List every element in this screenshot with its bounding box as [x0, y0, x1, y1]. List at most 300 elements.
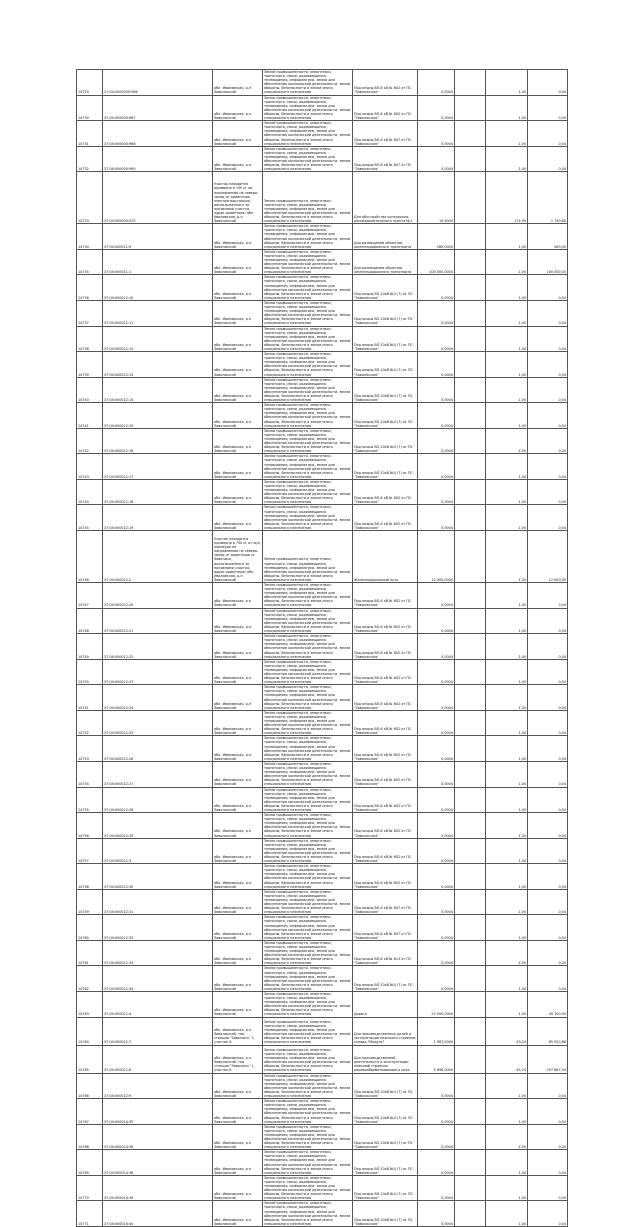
cadastral-number-cell: 37:04:000000:970	[103, 172, 213, 224]
row-number-cell: 14752	[77, 710, 103, 736]
spacer-cell	[455, 377, 486, 403]
spacer-cell	[455, 454, 486, 480]
row-number-cell: 14756	[77, 813, 103, 839]
permitted-use-cell: Под опоры ВЛ-6 кВ № 602 от ПС "Заволжская"	[353, 608, 418, 634]
unit-price-cell: 1,00	[486, 403, 528, 429]
table-row	[77, 428, 568, 454]
land-category-cell: Земли промышленности, энергетики, транспорта, связи, радиовещания, телевидения, информатики, земли для обеспечения космической деятельности, земли обороны, безопасности и земли иного специального назначения	[263, 377, 353, 403]
cadastral-number-cell: 37:04:000012:34	[103, 966, 213, 992]
row-number-cell: 14757	[77, 838, 103, 864]
unit-price-cell: 1,00	[486, 608, 528, 634]
unit-price-cell: 1,00	[486, 275, 528, 301]
address-cell: обл. Ивановская, р-н Заволжский	[213, 915, 263, 941]
row-number-cell: 14761	[77, 940, 103, 966]
row-number-cell: 14746	[77, 531, 103, 583]
cadastral-number-cell: 37:04:000012:7	[103, 1017, 213, 1045]
address-cell: обл. Ивановская, р-н Заволжский	[213, 710, 263, 736]
spacer-cell	[455, 275, 486, 301]
area-cell: 0,0004	[418, 838, 455, 864]
unit-price-cell: 1,00	[486, 300, 528, 326]
table-row	[77, 70, 568, 96]
cadastral-value-cell: 0,04	[528, 121, 568, 147]
land-category-cell: Земли промышленности, энергетики, транспорта, связи, радиовещания, телевидения, информатики, земли для обеспечения космической деятельности, земли обороны, безопасности и земли иного специального назначения	[263, 352, 353, 378]
permitted-use-cell: Под опоры ВЛ-10кВ №4 (7) от ПС "Заволжская"	[353, 1099, 418, 1125]
cadastral-value-cell: 0,04	[528, 940, 568, 966]
area-cell: 0,0004	[418, 710, 455, 736]
unit-price-cell: 1,00	[486, 710, 528, 736]
row-number-cell: 14731	[77, 121, 103, 147]
land-category-cell: Земли промышленности, энергетики, транспорта, связи, радиовещания, телевидения, информатики, земли для обеспечения космической деятельности, земли обороны, безопасности и земли иного специального назначения	[263, 454, 353, 480]
row-number-cell: 14732	[77, 146, 103, 172]
unit-price-cell: 1,00	[486, 1175, 528, 1201]
row-number-cell: 14759	[77, 889, 103, 915]
cadastral-value-cell: 0,04	[528, 95, 568, 121]
table-row	[77, 224, 568, 250]
permitted-use-cell: Под опоры ВЛ-10кВ №4 (7) от ПС "Заволжская"	[353, 1124, 418, 1150]
spacer-cell	[455, 1017, 486, 1045]
permitted-use-cell: Под опоры ВЛ-10кВ №4 (7) от ПС "Заволжская"	[353, 352, 418, 378]
unit-price-cell: 1,00	[486, 889, 528, 915]
permitted-use-cell: Для размещения объектов железнодорожного транспорта	[353, 224, 418, 250]
spacer-cell	[455, 1045, 486, 1073]
unit-price-cell: 1,00	[486, 761, 528, 787]
row-number-cell: 14768	[77, 1124, 103, 1150]
row-number-cell: 14769	[77, 1150, 103, 1176]
spacer-cell	[455, 659, 486, 685]
cadastral-value-cell: 257 687,04	[528, 1045, 568, 1073]
table-row	[77, 479, 568, 505]
cadastral-number-cell: 37:04:000014:36	[103, 1124, 213, 1150]
table-row	[77, 659, 568, 685]
spacer-cell	[455, 505, 486, 531]
address-cell: обл. Ивановская, р-н Заволжский	[213, 428, 263, 454]
unit-price-cell: 1,00	[486, 505, 528, 531]
cadastral-value-cell: 0,04	[528, 479, 568, 505]
cadastral-number-cell: 37:04:000012:24	[103, 685, 213, 711]
address-cell: обл. Ивановская, р-н Заволжский	[213, 352, 263, 378]
cadastral-number-cell: 37:04:000012:9	[103, 1073, 213, 1099]
address-cell: обл. Ивановская, р-н Заволжский	[213, 300, 263, 326]
area-cell: 0,0004	[418, 864, 455, 890]
unit-price-cell: 1,00	[486, 1099, 528, 1125]
table-row	[77, 172, 568, 224]
land-category-cell: Земли промышленности, энергетики, транспорта, связи, радиовещания, телевидения, информатики, земли для обеспечения космической деятельности, земли обороны, безопасности и земли иного специального назначения	[263, 659, 353, 685]
area-cell: 0,0004	[418, 146, 455, 172]
permitted-use-cell: Под опоры ВЛ-6 кВ № 607 от ПС "Заволжская"	[353, 146, 418, 172]
unit-price-cell: 1,00	[486, 685, 528, 711]
permitted-use-cell: Под опоры ВЛ-6 кВ № 602 от ПС "Заволжская"	[353, 95, 418, 121]
area-cell: 0,0004	[418, 275, 455, 301]
cadastral-number-cell: 37:04:000014:39	[103, 1175, 213, 1201]
permitted-use-cell: Под опоры ВЛ-10кВ №4 (7) от ПС "Заволжская"	[353, 966, 418, 992]
cadastral-value-cell: 0,04	[528, 146, 568, 172]
land-category-cell: Земли промышленности, энергетики, транспорта, связи, радиовещания, телевидения, информатики, земли для обеспечения космической деятельности, земли обороны, безопасности и земли иного специального назначения	[263, 505, 353, 531]
area-cell: 0,0004	[418, 326, 455, 352]
table-row	[77, 1017, 568, 1045]
permitted-use-cell: Под опоры ВЛ-10кВ №4 (7) от ПС "Заволжская"	[353, 1150, 418, 1176]
table-row	[77, 761, 568, 787]
cadastral-value-cell: 0,04	[528, 1073, 568, 1099]
permitted-use-cell: Под опоры ВЛ-10кВ №3 (7) от ПС "Заволжская"	[353, 275, 418, 301]
row-number-cell: 14755	[77, 787, 103, 813]
unit-price-cell: 1,00	[486, 1150, 528, 1176]
area-cell: 0,0004	[418, 300, 455, 326]
spacer-cell	[455, 966, 486, 992]
land-category-cell: Земли промышленности, энергетики, транспорта, связи, радиовещания, телевидения, информатики, земли для обеспечения космической деятельности, земли обороны, безопасности и земли иного специального назначения	[263, 940, 353, 966]
table-row	[77, 813, 568, 839]
land-category-cell: Земли промышленности, энергетики, транспорта, связи, радиовещания, телевидения, информатики, земли для обеспечения космической деятельности, земли обороны, безопасности и земли иного специального назначения	[263, 146, 353, 172]
permitted-use-cell: Под опоры ВЛ-10кВ №4 (7) от ПС "Заволжская"	[353, 1175, 418, 1201]
table-row	[77, 1045, 568, 1073]
cadastral-value-cell: 0,04	[528, 710, 568, 736]
unit-price-cell: 1,00	[486, 787, 528, 813]
unit-price-cell: 1,00	[486, 634, 528, 660]
land-category-cell: Земли промышленности, энергетики, транспорта, связи, радиовещания, телевидения, информатики, земли для обеспечения космической деятельности, земли обороны, безопасности и земли иного специального назначения	[263, 95, 353, 121]
address-cell: обл. Ивановская, р-н Заволжский	[213, 95, 263, 121]
area-cell: 0,0004	[418, 454, 455, 480]
permitted-use-cell: Под опоры ВЛ-6 кВ № 602 от ПС "Заволжская"	[353, 685, 418, 711]
spacer-cell	[455, 787, 486, 813]
table-row	[77, 992, 568, 1018]
cadastral-number-cell: 37:04:000012:10	[103, 275, 213, 301]
table-row	[77, 326, 568, 352]
row-number-cell: 14749	[77, 634, 103, 660]
spacer-cell	[455, 761, 486, 787]
table-row	[77, 95, 568, 121]
table-row	[77, 1175, 568, 1201]
land-category-cell: Земли промышленности, энергетики, транспорта, связи, радиовещания, телевидения, информатики, земли для обеспечения космической деятельности, земли обороны, безопасности и земли иного специального назначения	[263, 966, 353, 992]
permitted-use-cell: Под опоры ВЛ-10кВ №4 (7) от ПС "Заволжская"	[353, 377, 418, 403]
address-cell: Участок находится примерно в 150 м. по направлению на северо-запад от ориентира электроподстанция, расположенного за пределами участка, адрес ориентира: обл. Ивановская, р-н Заволжский	[213, 172, 263, 224]
cadastral-value-cell: 0,04	[528, 300, 568, 326]
unit-price-cell: 43,24	[486, 1017, 528, 1045]
cadastral-value-cell: 0,04	[528, 864, 568, 890]
land-category-cell: Земли промышленности, энергетики, транспорта, связи, радиовещания, телевидения, информатики, земли для обеспечения космической деятельности, земли обороны, безопасности и земли иного специального назначения	[263, 813, 353, 839]
land-category-cell: Земли промышленности, энергетики, транспорта, связи, радиовещания, телевидения, информатики, земли для обеспечения космической деятельности, земли обороны, безопасности и земли иного специального назначения	[263, 889, 353, 915]
unit-price-cell: 1,00	[486, 479, 528, 505]
cadastral-number-cell: 37:04:000012:33	[103, 940, 213, 966]
address-cell: обл. Ивановская, р-н Заволжский	[213, 889, 263, 915]
table-row	[77, 583, 568, 609]
permitted-use-cell: Под опоры ВЛ-6 кВ № 602 от ПС "Заволжская"	[353, 864, 418, 890]
row-number-cell: 14754	[77, 761, 103, 787]
land-category-cell: Земли промышленности, энергетики, транспорта, связи, радиовещания, телевидения, информатики, земли для обеспечения космической деятельности, земли обороны, безопасности и земли иного специального назначения	[263, 761, 353, 787]
address-cell: обл. Ивановская, р-н Заволжский	[213, 249, 263, 275]
area-cell: 0,0004	[418, 1201, 455, 1227]
cadastral-value-cell: 0,04	[528, 70, 568, 96]
area-cell: 100 000,0000	[418, 249, 455, 275]
table-row	[77, 915, 568, 941]
unit-price-cell: 1,00	[486, 1073, 528, 1099]
table-row	[77, 505, 568, 531]
cadastral-number-cell: 37:04:000012:12	[103, 326, 213, 352]
table-row	[77, 531, 568, 583]
unit-price-cell: 1,00	[486, 1124, 528, 1150]
land-category-cell: Земли промышленности, энергетики, транспорта, связи, радиовещания, телевидения, информатики, земли для обеспечения космической деятельности, земли обороны, безопасности и земли иного специального назначения	[263, 403, 353, 429]
permitted-use-cell: Под опоры ВЛ-10кВ №4 (7) от ПС "Заволжская"	[353, 403, 418, 429]
table-row	[77, 352, 568, 378]
address-cell: обл. Ивановская, р-н Заволжский	[213, 70, 263, 96]
cadastral-number-cell: 37:04:000012:8	[103, 1045, 213, 1073]
land-category-cell: Земли промышленности, энергетики, транспорта, связи, радиовещания, телевидения, информатики, земли для обеспечения космической деятельности, земли обороны, безопасности и земли иного специального назначения	[263, 1150, 353, 1176]
permitted-use-cell: Для производственной деятельности и эксплуатации нежилой строения деревообрабатывающего цеха	[353, 1045, 418, 1073]
cadastral-number-cell: 37:04:000012:3	[103, 838, 213, 864]
row-number-cell: 14765	[77, 1045, 103, 1073]
cadastral-value-cell: 0,04	[528, 403, 568, 429]
address-cell: обл. Ивановская, р-н Заволжский	[213, 1201, 263, 1227]
address-cell: обл. Ивановская, р-н Заволжский	[213, 1175, 263, 1201]
cadastral-number-cell: 27:04:0000000:966	[103, 70, 213, 96]
address-cell: обл. Ивановская, р-н Заволжский	[213, 864, 263, 890]
address-cell: обл. Ивановская, р-н Заволжский	[213, 992, 263, 1018]
cadastral-value-cell: 0,04	[528, 1150, 568, 1176]
cadastral-number-cell: 37:04:000011:9	[103, 224, 213, 250]
cadastral-value-cell: 0,04	[528, 966, 568, 992]
permitted-use-cell: Железнодорожный путь	[353, 531, 418, 583]
spacer-cell	[455, 1124, 486, 1150]
row-number-cell: 14734	[77, 224, 103, 250]
cadastral-number-cell: 37:04:000012:16	[103, 428, 213, 454]
cadastral-value-cell: 0,04	[528, 377, 568, 403]
cadastral-number-cell: 37:04:000000:968	[103, 121, 213, 147]
area-cell: 0,0004	[418, 95, 455, 121]
cadastral-number-cell: 37:04:000012:22	[103, 634, 213, 660]
permitted-use-cell: Под опоры ВЛ-6 кВ № 602 от ПС "Заволжская"	[353, 813, 418, 839]
spacer-cell	[455, 608, 486, 634]
row-number-cell: 14764	[77, 1017, 103, 1045]
spacer-cell	[455, 531, 486, 583]
unit-price-cell: 174,99	[486, 172, 528, 224]
address-cell: обл. Ивановская, р-н Заволжский	[213, 813, 263, 839]
table-row	[77, 1124, 568, 1150]
unit-price-cell: 1,00	[486, 249, 528, 275]
spacer-cell	[455, 1175, 486, 1201]
area-cell: 1 987,0000	[418, 1017, 455, 1045]
area-cell: 5 696,0000	[418, 1045, 455, 1073]
permitted-use-cell: Под опоры ВЛ-6 кВ № 602 от ПС "Заволжская"	[353, 479, 418, 505]
row-number-cell: 14742	[77, 428, 103, 454]
permitted-use-cell: Под опоры ВЛ-6 кВ № 602 от ПС "Заволжская"	[353, 505, 418, 531]
address-cell: обл. Ивановская, р-н Заволжский	[213, 966, 263, 992]
land-category-cell: Земли промышленности, энергетики, транспорта, связи, радиовещания, телевидения, информатики, земли для обеспечения космической деятельности, земли обороны, безопасности и земли иного специального назначения	[263, 428, 353, 454]
address-cell: Участок находится примерно в 750 м. от ж/д переезда по направлению на северо-запад от ориентира ст. Заволжск, расположенного за пределами участка, адрес ориентира: обл. Ивановская, р-н Заволжский	[213, 531, 263, 583]
address-cell: обл. Ивановская, р-н Заволжский	[213, 479, 263, 505]
spacer-cell	[455, 172, 486, 224]
cadastral-number-cell: 37:04:000012:30	[103, 864, 213, 890]
table-row	[77, 275, 568, 301]
row-number-cell: 14729	[77, 70, 103, 96]
area-cell: 0,0004	[418, 940, 455, 966]
area-cell: 0,0004	[418, 505, 455, 531]
unit-price-cell: 1,00	[486, 95, 528, 121]
address-cell: обл. Ивановская, р-н Заволжский	[213, 121, 263, 147]
address-cell: обл. Ивановская, р-н Заволжский	[213, 1099, 263, 1125]
cadastral-value-cell: 0,04	[528, 454, 568, 480]
spacer-cell	[455, 326, 486, 352]
address-cell: обл. Ивановская, р-н Заволжский	[213, 787, 263, 813]
address-cell: обл. Ивановская, р-н Заволжский	[213, 761, 263, 787]
cadastral-number-cell: 37:04:000012:28	[103, 787, 213, 813]
unit-price-cell: 1,00	[486, 1201, 528, 1227]
land-category-cell: Земли промышленности, энергетики, транспорта, связи, радиовещания, телевидения, информатики, земли для обеспечения космической деятельности, земли обороны, безопасности и земли иного специального назначения	[263, 915, 353, 941]
spacer-cell	[455, 300, 486, 326]
table-row	[77, 787, 568, 813]
spacer-cell	[455, 889, 486, 915]
permitted-use-cell: Под опоры ВЛ-6 кВ № 602 от ПС "Заволжская"	[353, 659, 418, 685]
cadastral-number-cell: 37:04:000012:14	[103, 377, 213, 403]
area-cell: 0,0004	[418, 583, 455, 609]
unit-price-cell: 1,00	[486, 813, 528, 839]
land-category-cell: Земли промышленности, энергетики, транспорта, связи, радиовещания, телевидения, информатики, земли для обеспечения космической деятельности, земли обороны, безопасности и земли иного специального назначения	[263, 224, 353, 250]
row-number-cell: 14767	[77, 1099, 103, 1125]
table-row	[77, 1150, 568, 1176]
row-number-cell: 14758	[77, 864, 103, 890]
spacer-cell	[455, 146, 486, 172]
cadastral-number-cell: 37:04:000012:19	[103, 505, 213, 531]
spacer-cell	[455, 428, 486, 454]
cadastral-number-cell: 37:04:000012:17	[103, 454, 213, 480]
unit-price-cell: 1,00	[486, 146, 528, 172]
cadastral-value-cell: 0,04	[528, 275, 568, 301]
area-cell: 10,9000	[418, 172, 455, 224]
cadastral-number-cell: 37:04:000011:1	[103, 249, 213, 275]
area-cell: 0,0004	[418, 608, 455, 634]
table-row	[77, 634, 568, 660]
unit-price-cell: 1,00	[486, 352, 528, 378]
permitted-use-cell: Под опоры ВЛ-10кВ №4 (7) от ПС "Заволжская"	[353, 1201, 418, 1227]
cadastral-value-cell: 0,04	[528, 838, 568, 864]
row-number-cell: 14745	[77, 505, 103, 531]
table-row	[77, 864, 568, 890]
spacer-cell	[455, 813, 486, 839]
land-category-cell: Земли промышленности, энергетики, транспорта, связи, радиовещания, телевидения, информатики, земли для обеспечения космической деятельности, земли обороны, безопасности и земли иного специального назначения	[263, 326, 353, 352]
address-cell: обл. Ивановская, р-н Заволжский	[213, 1073, 263, 1099]
unit-price-cell: 1,00	[486, 659, 528, 685]
row-number-cell: 14766	[77, 1073, 103, 1099]
permitted-use-cell: Под опоры ВЛ-10кВ №4 (7) от ПС "Заволжская"	[353, 454, 418, 480]
address-cell: обл. Ивановская, р-н Заволжский	[213, 403, 263, 429]
spacer-cell	[455, 121, 486, 147]
table-row	[77, 1099, 568, 1125]
land-category-cell: Земли промышленности, энергетики, транспорта, связи, радиовещания, телевидения, информатики, земли для обеспечения космической деятельности, земли обороны, безопасности и земли иного специального назначения	[263, 1201, 353, 1227]
cadastral-value-cell: 1 749,80	[528, 172, 568, 224]
spacer-cell	[455, 224, 486, 250]
cadastral-number-cell: 37:04:000012:23	[103, 659, 213, 685]
address-cell: обл. Ивановская, р-н Заволжский	[213, 659, 263, 685]
spacer-cell	[455, 864, 486, 890]
address-cell: обл. Ивановская, р-н Заволжский	[213, 940, 263, 966]
land-category-cell: Земли промышленности, энергетики, транспорта, связи, радиовещания, телевидения, информатики, земли для обеспечения космической деятельности, земли обороны, безопасности и земли иного специального назначения	[263, 864, 353, 890]
table-row	[77, 377, 568, 403]
land-category-cell: Земли промышленности, энергетики, транспорта, связи, радиовещания, телевидения, информатики, земли для обеспечения космической деятельности, земли обороны, безопасности и земли иного специального назначения	[263, 1099, 353, 1125]
unit-price-cell: 1,00	[486, 326, 528, 352]
address-cell: обл. Ивановская, р-н Заволжский	[213, 1124, 263, 1150]
unit-price-cell: 1,00	[486, 531, 528, 583]
area-cell: 0,0004	[418, 403, 455, 429]
area-cell: 0,0004	[418, 915, 455, 941]
spacer-cell	[455, 736, 486, 762]
spacer-cell	[455, 1073, 486, 1099]
address-cell: обл. Ивановская, р-н Заволжский	[213, 146, 263, 172]
table-row	[77, 146, 568, 172]
cadastral-value-cell: 0,04	[528, 659, 568, 685]
row-number-cell: 14770	[77, 1175, 103, 1201]
area-cell: 0,0004	[418, 761, 455, 787]
cadastral-number-cell: 37:04:000000:967	[103, 95, 213, 121]
cadastral-value-cell: 0,04	[528, 761, 568, 787]
cadastral-number-cell: 37:04:000012:18	[103, 479, 213, 505]
cadastral-value-cell: 0,04	[528, 326, 568, 352]
cadastral-value-cell: 0,04	[528, 736, 568, 762]
permitted-use-cell: Для производственных целей и эксплуатации нежилого строения склада "Модуль"	[353, 1017, 418, 1045]
table-row	[77, 1073, 568, 1099]
spacer-cell	[455, 915, 486, 941]
cadastral-value-cell: 0,04	[528, 1175, 568, 1201]
unit-price-cell: 1,00	[486, 736, 528, 762]
address-cell: обл. Ивановская, р-н Заволжский	[213, 583, 263, 609]
permitted-use-cell: Дорога	[353, 992, 418, 1018]
land-category-cell: Земли промышленности, энергетики, транспорта, связи, радиовещания, телевидения, информатики, земли для обеспечения космической деятельности, земли обороны, безопасности и земли иного специального назначения	[263, 479, 353, 505]
land-category-cell: Земли промышленности, энергетики, транспорта, связи, радиовещания, телевидения, информатики, земли для обеспечения космической деятельности, земли обороны, безопасности и земли иного специального назначения	[263, 1073, 353, 1099]
row-number-cell: 14740	[77, 377, 103, 403]
row-number-cell: 14750	[77, 659, 103, 685]
permitted-use-cell: Под опоры ВЛ-6 кВ № 602 от ПС "Заволжская"	[353, 761, 418, 787]
table-row	[77, 966, 568, 992]
spacer-cell	[455, 70, 486, 96]
address-cell: обл. Ивановская, р-н Заволжский	[213, 1150, 263, 1176]
area-cell: 0,0004	[418, 121, 455, 147]
unit-price-cell: 1,00	[486, 992, 528, 1018]
row-number-cell: 14737	[77, 300, 103, 326]
unit-price-cell: 1,00	[486, 915, 528, 941]
land-parcel-table	[76, 69, 568, 1227]
row-number-cell: 14748	[77, 608, 103, 634]
permitted-use-cell: Под опоры ВЛ-10кВ №4 (7) от ПС "Заволжская"	[353, 428, 418, 454]
area-cell: 12 000,0000	[418, 531, 455, 583]
table-row	[77, 685, 568, 711]
spacer-cell	[455, 992, 486, 1018]
permitted-use-cell: Под опоры ВЛ-6 кВ № 607 от ПС "Заволжская"	[353, 121, 418, 147]
row-number-cell: 14739	[77, 352, 103, 378]
address-cell: обл. Ивановская, р-н Заволжский, тер. станции "Заволжск" 1, участок Б	[213, 1045, 263, 1073]
cadastral-value-cell: 100 000,00	[528, 249, 568, 275]
unit-price-cell: 1,00	[486, 454, 528, 480]
cadastral-number-cell: 37:04:000012:32	[103, 915, 213, 941]
permitted-use-cell: Под опоры ВЛ-6 кВ № 602 от ПС "Заволжская"	[353, 787, 418, 813]
land-category-cell: Земли промышленности, энергетики, транспорта, связи, радиовещания, телевидения, информатики, земли для обеспечения космической деятельности, земли обороны, безопасности и земли иного специального назначения	[263, 172, 353, 224]
cadastral-number-cell: 37:04:000012:26	[103, 736, 213, 762]
unit-price-cell: 1,00	[486, 428, 528, 454]
cadastral-value-cell: 0,04	[528, 583, 568, 609]
cadastral-value-cell: 0,04	[528, 813, 568, 839]
permitted-use-cell: Под опоры ВЛ-10кВ №4 (7) от ПС "Заволжская"	[353, 1073, 418, 1099]
table-row	[77, 838, 568, 864]
row-number-cell: 14760	[77, 915, 103, 941]
land-category-cell: Земли промышленности, энергетики, транспорта, связи, радиовещания, телевидения, информатики, земли для обеспечения космической деятельности, земли обороны, безопасности и земли иного специального назначения	[263, 634, 353, 660]
area-cell: 0,0004	[418, 813, 455, 839]
spacer-cell	[455, 352, 486, 378]
area-cell: 0,0004	[418, 1175, 455, 1201]
permitted-use-cell: Под опоры ВЛ-6 кВ № 602 от ПС "Заволжская"	[353, 838, 418, 864]
address-cell: обл. Ивановская, р-н Заволжский	[213, 275, 263, 301]
cadastral-value-cell: 0,04	[528, 1099, 568, 1125]
unit-price-cell: 1,00	[486, 377, 528, 403]
cadastral-value-cell: 0,04	[528, 505, 568, 531]
cadastral-number-cell: 37:04:000012:29	[103, 813, 213, 839]
area-cell: 0,0004	[418, 1124, 455, 1150]
permitted-use-cell: Для размещения объектов железнодорожного транспорта	[353, 249, 418, 275]
land-category-cell: Земли промышленности, энергетики, транспорта, связи, радиовещания, телевидения, информатики, земли для обеспечения космической деятельности, земли обороны, безопасности и земли иного специального назначения	[263, 992, 353, 1018]
